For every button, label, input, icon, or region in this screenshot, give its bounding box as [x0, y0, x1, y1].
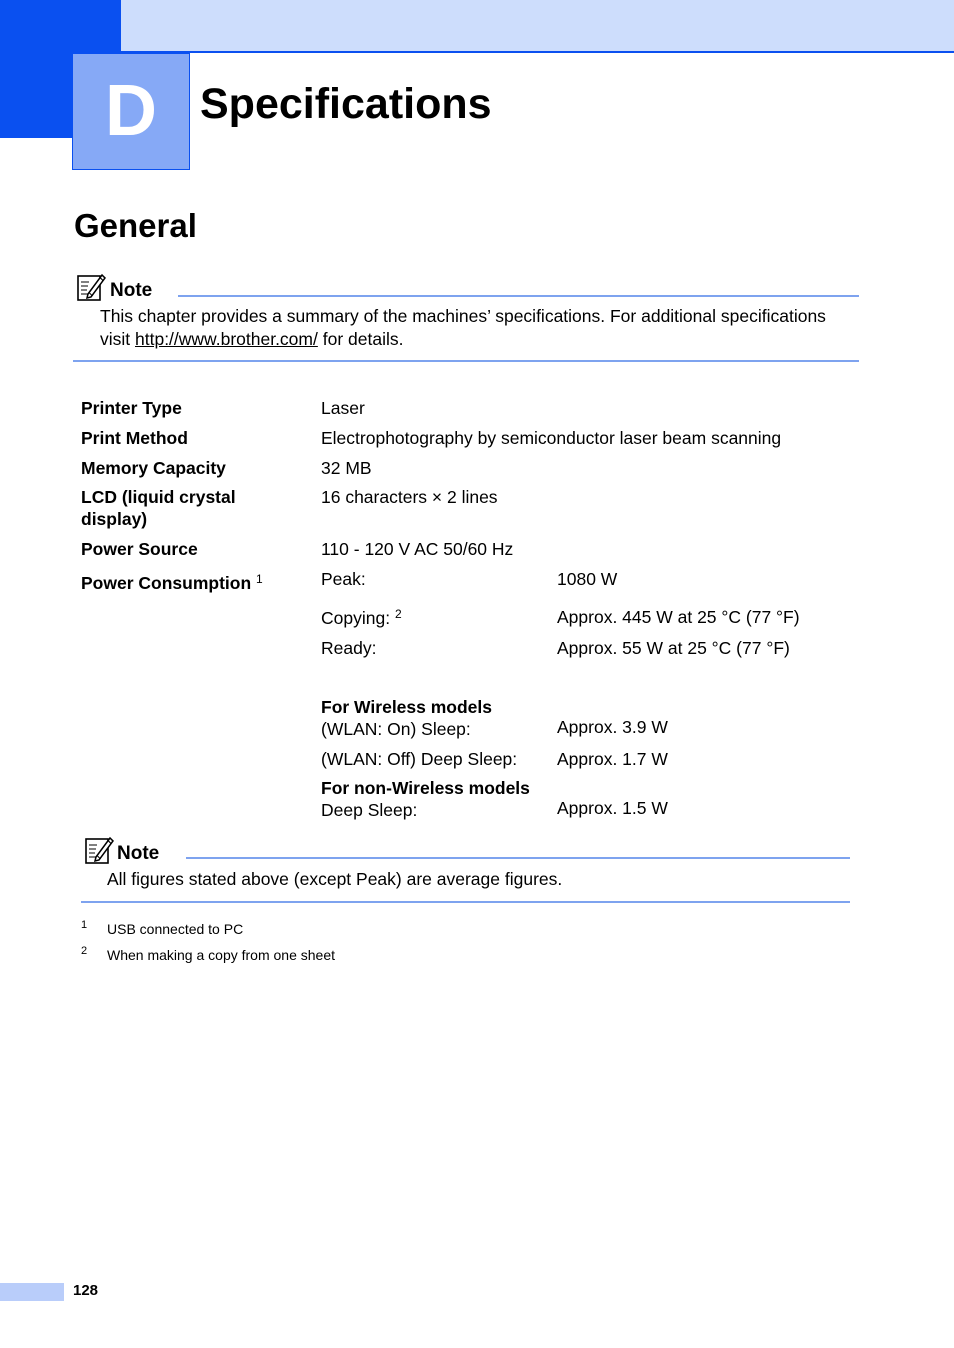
footnote-text: USB connected to PC [107, 921, 244, 937]
note-text-suffix: for details. [317, 329, 404, 349]
copying-value: Approx. 445 W at 25 °C (77 °F) [557, 607, 800, 627]
print-method-value: Electrophotography by semiconductor laser beam scanning [321, 428, 782, 448]
footer-bar [0, 1283, 64, 1301]
wlan-off-deep-sleep-value: Approx. 1.7 W [557, 749, 668, 769]
note-label: Note [110, 280, 153, 301]
chapter-title: Specifications [200, 80, 492, 128]
wireless-models-heading: For Wireless models [321, 697, 493, 717]
note-top-rule [186, 857, 850, 859]
print-method-label: Print Method [81, 428, 188, 448]
printer-type-label: Printer Type [81, 398, 182, 418]
note-bottom-rule [73, 360, 859, 362]
note-pencil-icon [76, 272, 106, 302]
chapter-letter-box [72, 53, 190, 170]
memory-capacity-label: Memory Capacity [81, 458, 226, 478]
header-band-right [121, 0, 954, 52]
brother-website-link[interactable]: http://www.brother.com/ [135, 329, 318, 349]
wlan-on-sleep-value: Approx. 3.9 W [557, 717, 668, 737]
printer-type-value: Laser [321, 398, 365, 418]
deep-sleep-value: Approx. 1.5 W [557, 798, 668, 818]
note-text: All figures stated above (except Peak) are average figures. [107, 869, 563, 889]
header-band-line [121, 51, 954, 53]
note-top-rule [178, 295, 859, 297]
lcd-label-line-2: display) [81, 509, 148, 529]
deep-sleep-label: Deep Sleep: [321, 800, 418, 820]
lcd-value: 16 characters × 2 lines [321, 487, 498, 507]
copying-label [321, 607, 402, 629]
note-bottom-rule [81, 901, 850, 903]
page-number: 128 [73, 1282, 99, 1299]
footnote-text: When making a copy from one sheet [107, 947, 336, 963]
note-text-line-1: This chapter provides a summary of the machines’ specifications. For additional specifications [100, 306, 826, 326]
ready-label: Ready: [321, 638, 377, 658]
peak-value: 1080 W [557, 569, 618, 589]
footnote-ref-1: 1 [256, 572, 263, 586]
power-source-label: Power Source [81, 539, 198, 559]
wlan-off-deep-sleep-label: (WLAN: Off) Deep Sleep: [321, 749, 518, 769]
power-consumption-label-text: Power Consumption [81, 573, 252, 593]
note-label: Note [117, 843, 160, 864]
copying-label-text: Copying: [321, 608, 391, 628]
footnote-ref-2: 2 [394, 607, 402, 621]
lcd-label-line-1: LCD (liquid crystal [81, 487, 236, 507]
note-pencil-icon [84, 835, 114, 865]
note-text-line-2 [100, 328, 403, 351]
peak-label: Peak: [321, 569, 366, 589]
section-title: General [74, 207, 197, 244]
ready-value: Approx. 55 W at 25 °C (77 °F) [557, 638, 790, 658]
footnote-number: 1 [81, 919, 88, 931]
memory-capacity-value: 32 MB [321, 458, 372, 478]
non-wireless-models-heading: For non-Wireless models [321, 778, 530, 798]
chapter-letter: D [105, 71, 157, 151]
note-text-prefix: visit [100, 329, 135, 349]
power-consumption-label [81, 572, 263, 594]
wlan-on-sleep-label: (WLAN: On) Sleep: [321, 719, 471, 739]
power-source-value: 110 - 120 V AC 50/60 Hz [321, 539, 514, 559]
footnote-number: 2 [81, 945, 88, 957]
